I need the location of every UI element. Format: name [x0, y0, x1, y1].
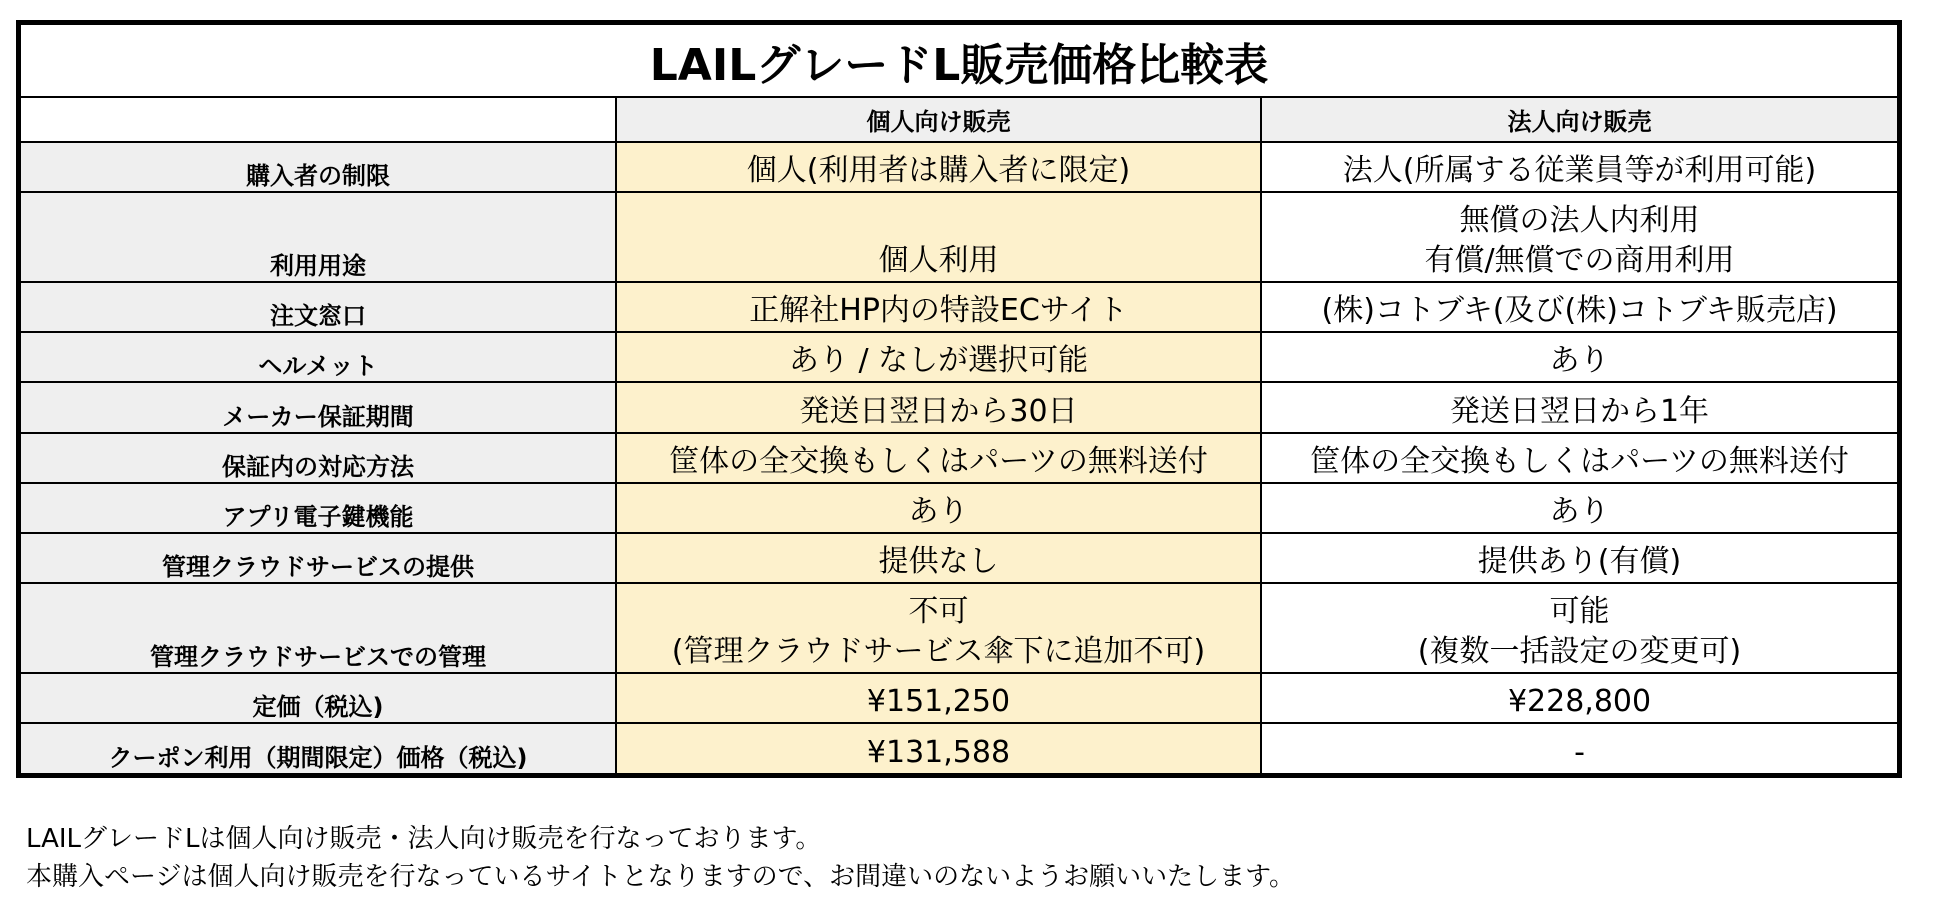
note-line: LAILグレードLは個人向け販売・法人向け販売を行なっております。: [26, 824, 822, 854]
header-corner-cell: [21, 97, 616, 142]
cell-text: 法人(所属する従業員等が利用可能): [1342, 153, 1817, 189]
column-header-row: [21, 97, 1897, 142]
cell-text: (複数一括設定の変更可): [1417, 633, 1742, 669]
corporate-cell: [1261, 723, 1897, 773]
corporate-cell: [1261, 433, 1897, 483]
row-label: 保証内の対応方法: [21, 433, 616, 483]
table-row: [21, 192, 1897, 282]
notes: [26, 820, 1295, 896]
table-row: [21, 533, 1897, 583]
cell-text: あり: [1549, 493, 1610, 529]
cell-text: 有償/無償での商用利用: [1424, 243, 1735, 279]
table-row: [21, 332, 1897, 382]
cell-text: あり: [908, 493, 969, 529]
individual-cell: [616, 483, 1261, 533]
cell-text: 発送日翌日から30日: [799, 393, 1078, 429]
cell-text: あり: [1549, 343, 1610, 379]
cell-text: 正解社HP内の特設ECサイト: [749, 293, 1128, 329]
note-line: 本購入ページは個人向け販売を行なっているサイトとなりますので、お間違いのないようお願いいたします。: [26, 862, 1296, 892]
table-row: [21, 583, 1897, 673]
column-header-individual: 個人向け販売: [616, 97, 1261, 142]
row-label: 注文窓口: [21, 282, 616, 332]
row-label: 管理クラウドサービスでの管理: [21, 583, 616, 673]
row-label: 定価（税込): [21, 673, 616, 723]
individual-cell: [616, 533, 1261, 583]
cell-text: 可能: [1549, 593, 1610, 629]
row-label: 購入者の制限: [21, 142, 616, 192]
corporate-cell: [1261, 483, 1897, 533]
cell-text: 提供なし: [878, 543, 999, 579]
individual-cell: [616, 282, 1261, 332]
table-title: LAILグレードL販売価格比較表: [21, 25, 1897, 97]
table-row: [21, 142, 1897, 192]
row-label: メーカー保証期間: [21, 382, 616, 432]
cell-text: 個人利用: [878, 243, 999, 279]
cell-text: ¥151,250: [866, 683, 1011, 719]
corporate-cell: [1261, 583, 1897, 673]
individual-cell: [616, 583, 1261, 673]
table-row: [21, 723, 1897, 773]
cell-text: (管理クラウドサービス傘下に追加不可): [671, 633, 1206, 669]
cell-text: ¥131,588: [866, 735, 1011, 770]
title-row: [21, 25, 1897, 97]
cell-text: -: [1574, 735, 1585, 770]
individual-cell: [616, 723, 1261, 773]
row-label: 利用用途: [21, 192, 616, 282]
table-row: [21, 483, 1897, 533]
row-label: 管理クラウドサービスの提供: [21, 533, 616, 583]
table-row: [21, 282, 1897, 332]
cell-text: 提供あり(有償): [1477, 543, 1682, 579]
table-row: [21, 433, 1897, 483]
row-label: クーポン利用（期間限定）価格（税込): [21, 723, 616, 773]
cell-text: 筐体の全交換もしくはパーツの無料送付: [669, 443, 1208, 479]
individual-cell: [616, 192, 1261, 282]
individual-cell: [616, 382, 1261, 432]
cell-text: あり / なしが選択可能: [788, 343, 1089, 379]
corporate-cell: [1261, 673, 1897, 723]
corporate-cell: [1261, 192, 1897, 282]
individual-cell: [616, 142, 1261, 192]
corporate-cell: [1261, 332, 1897, 382]
individual-cell: [616, 673, 1261, 723]
row-label: アプリ電子鍵機能: [21, 483, 616, 533]
table-row: [21, 382, 1897, 432]
individual-cell: [616, 332, 1261, 382]
corporate-cell: [1261, 382, 1897, 432]
column-header-corporate: 法人向け販売: [1261, 97, 1897, 142]
row-label: ヘルメット: [21, 332, 616, 382]
price-comparison-table: [21, 25, 1897, 773]
cell-text: 不可: [908, 593, 969, 629]
corporate-cell: [1261, 282, 1897, 332]
comparison-table-frame: [16, 20, 1902, 778]
cell-text: ¥228,800: [1507, 683, 1652, 719]
cell-text: 無償の法人内利用: [1459, 203, 1700, 239]
cell-text: 個人(利用者は購入者に限定): [746, 153, 1131, 189]
cell-text: 筐体の全交換もしくはパーツの無料送付: [1310, 443, 1849, 479]
table-row: [21, 673, 1897, 723]
corporate-cell: [1261, 142, 1897, 192]
individual-cell: [616, 433, 1261, 483]
corporate-cell: [1261, 533, 1897, 583]
cell-text: 発送日翌日から1年: [1449, 393, 1710, 429]
cell-text: (株)コトブキ(及び(株)コトブキ販売店): [1321, 293, 1838, 329]
